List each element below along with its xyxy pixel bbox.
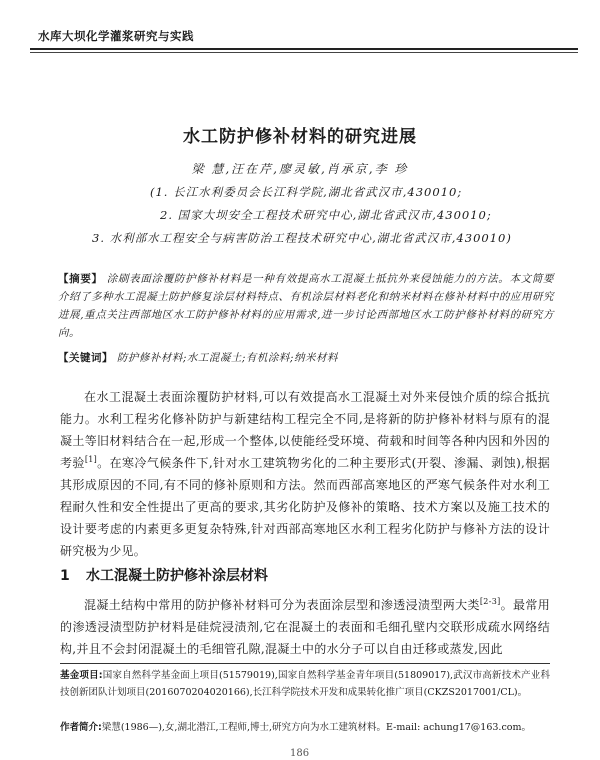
- article-title: 水工防护修补材料的研究进展: [183, 127, 417, 147]
- header-rule-thin: [30, 52, 578, 53]
- author-info-label: 作者简介:: [60, 722, 102, 733]
- intro-text-a: 在水工混凝土表面涂覆防护材料,可以有效提高水工混凝土对外来侵蚀介质的综合抵抗能力。水利工程劣化修补防护与新建结构工程完全不同,是将新的防护修补材料与原有的混凝土等旧材料结合在一起,形成一个整体,以使能经受环境、荷载和时间等各种内因和外因的考验: [60, 390, 550, 470]
- author-list: 梁 慧,汪在芹,廖灵敏,肖承京,李 珍: [191, 162, 409, 176]
- footnote-funding: [60, 667, 550, 701]
- keywords-label: 【关键词】: [58, 352, 113, 364]
- funding-label: 基金项目:: [60, 670, 103, 681]
- affiliation-1: (1. 长江水利委员会长江科学院,湖北省武汉市,430010;: [150, 185, 463, 199]
- section-heading: [60, 565, 268, 585]
- citation-ref: [1]: [84, 455, 98, 464]
- section-text-a: 混凝土结构中常用的防护修补材料可分为表面涂层型和渗透浸渍型两大类: [84, 598, 480, 612]
- header-rule: [30, 48, 578, 50]
- section-number: 1: [60, 568, 70, 584]
- footnote-author: [60, 719, 550, 736]
- citation-ref: [2-3]: [479, 597, 501, 606]
- page-number: 186: [290, 748, 310, 759]
- keywords: [58, 350, 554, 365]
- abstract-text: 涂刷表面涂覆防护修补材料是一种有效提高水工混凝土抵抗外来侵蚀能力的方法。本文简要介绍了多种水工混凝土防护修复涂层材料特点、有机涂层材料老化和纳米材料在修补材料中的应用研究进展,重点关注西部地区水工防护修补材料的应用需求,进一步讨论西部地区水工防护修补材料的研究方向。: [58, 273, 555, 339]
- footnote-rule: [60, 663, 550, 664]
- author-info-text: 梁慧(1986—),女,湖北潜江,工程师,博士,研究方向为水工建筑材料。E-mail: achung17@163.com。: [101, 722, 532, 733]
- section-text-b: 。最常用的渗透浸渍型防护材料是硅烷浸渍剂,它在混凝土的表面和毛细孔壁内交联形成疏水网络结构,并且不会封闭混凝土的毛细管孔隙,混凝土中的水分子可以自由迁移或蒸发,因此: [60, 598, 551, 656]
- intro-text-b: 。在寒冷气候条件下,针对水工建筑物劣化的二种主要形式(开裂、渗漏、剥蚀),根据其形成原因的不同,有不同的修补原则和方法。然而西部高寒地区的严寒气候条件对水利工程耐久性和安全性提出了更高的要求,其劣化防护及修补的策略、技术方案以及施工技术的设计要考虑的内素更多更复杂特殊,针对西部高寒地区水利工程劣化防护与修补方法的设计研究极为少见。: [60, 456, 550, 558]
- funding-text: 国家自然科学基金面上项目(51579019),国家自然科学基金青年项目(51809017),武汉市高新技术产业科技创新团队计划项目(2016070204020166),长江科学院技术开发和成果转化推广项目(CKZS2017001/CL)。: [60, 670, 550, 698]
- section-title: 水工混凝土防护修补涂层材料: [86, 568, 268, 584]
- keywords-text: 防护修补材料;水工混凝土;有机涂料;纳米材料: [116, 352, 338, 364]
- abstract-label: 【摘要】: [58, 273, 103, 285]
- affiliation-3: 3. 水利部水工程安全与病害防治工程技术研究中心,湖北省武汉市,430010): [92, 231, 512, 245]
- running-head: 水库大坝化学灌浆研究与实践: [38, 29, 194, 43]
- intro-paragraph: [60, 386, 550, 562]
- affiliation-2: 2. 国家大坝安全工程技术研究中心,湖北省武汉市,430010;: [160, 208, 492, 222]
- section-paragraph: [60, 594, 550, 660]
- abstract: [58, 270, 554, 342]
